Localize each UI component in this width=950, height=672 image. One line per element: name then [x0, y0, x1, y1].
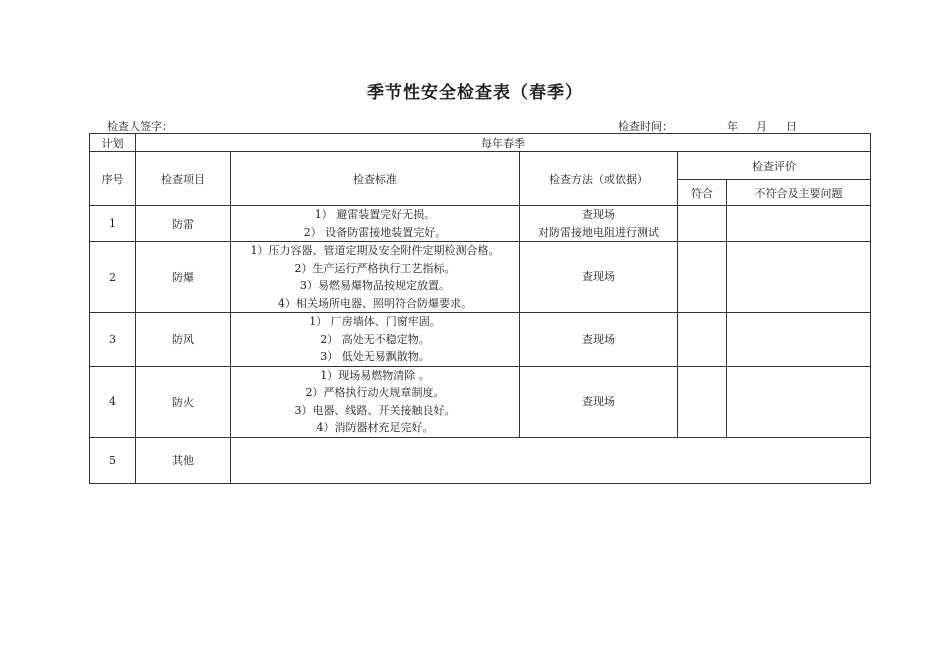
inspection-time-label: 检查时间：	[618, 120, 673, 133]
method-line: 查现场	[582, 332, 615, 346]
row-standard	[231, 366, 520, 437]
row-method	[520, 242, 678, 313]
day-label: 日	[786, 120, 797, 133]
method-line: 对防雷接地电阻进行测试	[538, 225, 659, 239]
row-item: 其他	[136, 437, 231, 483]
row-method	[520, 366, 678, 437]
table-row	[90, 313, 871, 367]
row-item: 防风	[136, 313, 231, 367]
row-seq: 5	[90, 437, 136, 483]
standard-line: 1） 厂房墙体、门窗牢固。	[309, 315, 441, 328]
method-line: 查现场	[582, 394, 615, 408]
row-conform	[678, 242, 727, 313]
header-standard: 检查标准	[231, 152, 520, 206]
table-row	[90, 366, 871, 437]
standard-line: 2） 设备防雷接地装置完好。	[303, 225, 447, 239]
standard-line: 1） 避雷装置完好无损。	[314, 208, 436, 221]
row-item: 防爆	[136, 242, 231, 313]
header-evaluation: 检查评价	[678, 152, 871, 180]
row-seq: 2	[90, 242, 136, 313]
standard-line: 2） 高处无不稳定物。	[320, 332, 430, 346]
row-nonconform	[727, 206, 871, 242]
row-nonconform	[727, 242, 871, 313]
row-standard	[231, 313, 520, 367]
standard-line: 3）易燃易爆物品按规定放置。	[300, 279, 450, 292]
row-nonconform	[727, 313, 871, 367]
standard-line: 4）相关场所电器、照明符合防爆要求。	[278, 296, 472, 310]
plan-value: 每年春季	[136, 134, 871, 152]
row-item: 防火	[136, 366, 231, 437]
header-seq: 序号	[90, 152, 136, 206]
year-label: 年	[727, 120, 738, 133]
plan-row	[90, 134, 871, 152]
standard-line: 2）生产运行严格执行工艺指标。	[294, 261, 456, 275]
table-row	[90, 206, 871, 242]
row-method	[520, 206, 678, 242]
table-body	[90, 206, 871, 484]
row-blank	[231, 437, 871, 483]
header-item: 检查项目	[136, 152, 231, 206]
header-nonconform: 不符合及主要问题	[727, 180, 871, 206]
row-method	[520, 313, 678, 367]
standard-line: 4）消防器材充足完好。	[316, 421, 434, 434]
month-label: 月	[756, 120, 767, 133]
row-standard	[231, 242, 520, 313]
table-row	[90, 437, 871, 483]
plan-label: 计划	[90, 134, 136, 152]
page-title: 季节性安全检查表（春季）	[367, 83, 583, 103]
row-nonconform	[727, 366, 871, 437]
header-conform: 符合	[678, 180, 727, 206]
method-line: 查现场	[582, 270, 615, 284]
row-conform	[678, 313, 727, 367]
row-conform	[678, 206, 727, 242]
header-method: 检查方法（或依据）	[520, 152, 678, 206]
inspector-signature-label: 检查人签字：	[107, 120, 173, 133]
row-seq: 1	[90, 206, 136, 242]
table-row	[90, 242, 871, 313]
row-seq: 3	[90, 313, 136, 367]
row-item: 防雷	[136, 206, 231, 242]
row-standard	[231, 206, 520, 242]
standard-line: 1）压力容器、管道定期及安全附件定期检测合格。	[250, 244, 500, 257]
row-seq: 4	[90, 366, 136, 437]
standard-line: 3） 低处无易飘散物。	[320, 350, 430, 363]
standard-line: 1）现场易燃物清除 。	[320, 368, 430, 382]
standard-line: 2）严格执行动火规章制度。	[305, 386, 445, 399]
method-line: 查现场	[582, 208, 615, 221]
standard-line: 3）电器、线路、开关接触良好。	[294, 403, 456, 417]
inspection-table	[89, 133, 871, 484]
header-row	[90, 152, 871, 180]
row-conform	[678, 366, 727, 437]
